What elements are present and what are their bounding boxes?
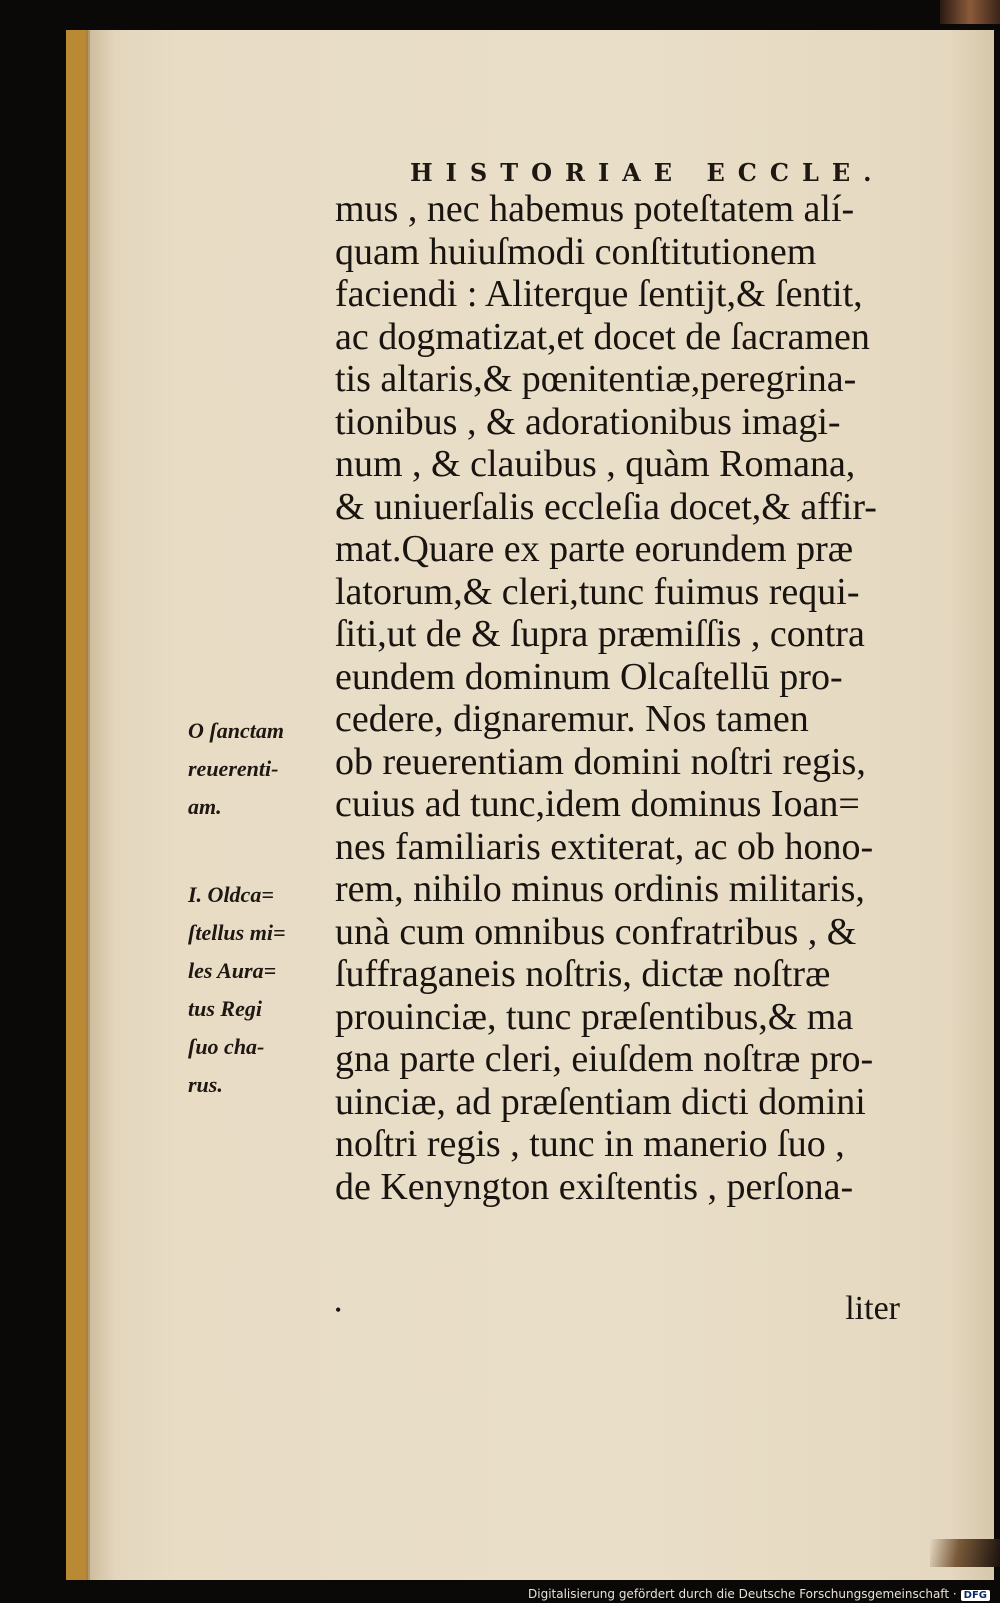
dfg-logo: DFG	[961, 1590, 990, 1601]
text-line: ſiti,ut de & ſupra præmiſſis , contra	[335, 613, 865, 655]
text-line: cedere, dignaremur. Nos tamen	[335, 698, 809, 740]
marginal-note-line: O ſanctam	[188, 718, 284, 743]
marginal-note-line: les Aura=	[188, 958, 277, 983]
text-line: rem, nihilo minus ordinis militaris,	[335, 868, 865, 910]
catchword: liter	[845, 1290, 900, 1327]
running-head: HISTORIAE ECCLE.	[410, 158, 885, 187]
text-line: eundem dominum Olcaſtellū pro-	[335, 655, 843, 698]
text-line: mat.Quare ex parte eorundem præ	[335, 528, 854, 570]
marginal-note-line: am.	[188, 794, 222, 819]
text-line: latorum,& cleri,tunc fuimus requi-	[335, 570, 860, 613]
catchword-row	[335, 1290, 900, 1330]
marginal-note-line: reuerenti-	[188, 756, 279, 781]
digitization-credit	[528, 1587, 990, 1601]
marginal-note-line: ſuo cha-	[188, 1034, 265, 1059]
text-line: & uniuerſalis eccleſia docet,& affir-	[335, 485, 877, 528]
marginal-note-line: ſtellus mi=	[188, 920, 286, 945]
main-text-block	[335, 188, 955, 1208]
text-line: faciendi : Aliterque ſentijt,& ſentit,	[335, 273, 863, 315]
binding-corner	[940, 0, 1000, 24]
text-line: tis altaris,& pœnitentiæ,peregrina-	[335, 358, 857, 400]
credit-text: Digitalisierung gefördert durch die Deutsche Forschungsgemeinschaft ·	[528, 1587, 957, 1601]
text-line: num , & clauibus , quàm Romana,	[335, 443, 856, 485]
marginal-note	[188, 712, 328, 826]
text-line: de Kenyngton exiſtentis , perſona-	[335, 1165, 854, 1208]
text-line: tionibus , & adorationibus imagi-	[335, 400, 841, 443]
text-line: ac dogmatizat,et docet de ſacramen	[335, 315, 870, 358]
marginal-note-line: rus.	[188, 1072, 223, 1097]
text-line: quam huiuſmodi conſtitutionem	[335, 230, 817, 273]
text-line: ob reuerentiam domini noſtri regis,	[335, 740, 866, 783]
text-line: ſuffraganeis noſtris, dictæ noſtræ	[335, 953, 831, 995]
marginal-note-line: tus Regi	[188, 996, 262, 1021]
text-line: mus , nec habemus poteſtatem alí-	[335, 188, 855, 230]
text-line: cuius ad tunc,idem dominus Ioan=	[335, 783, 860, 825]
text-line: unà cum omnibus confratribus , &	[335, 910, 857, 953]
marginal-note-line: I. Oldca=	[188, 882, 274, 907]
page-gutter-edge	[86, 30, 90, 1580]
text-line: prouinciæ, tunc præſentibus,& ma	[335, 995, 854, 1038]
text-line: nes familiaris extiterat, ac ob hono-	[335, 825, 874, 868]
marginal-note	[188, 876, 328, 1104]
text-line: noſtri regis , tunc in manerio ſuo ,	[335, 1123, 845, 1165]
text-line: gna parte cleri, eiuſdem noſtræ pro-	[335, 1038, 874, 1080]
signature-mark: •	[335, 1300, 342, 1320]
text-line: uinciæ, ad præſentiam dicti domini	[335, 1080, 866, 1123]
page-corner-damage	[930, 1539, 1000, 1567]
